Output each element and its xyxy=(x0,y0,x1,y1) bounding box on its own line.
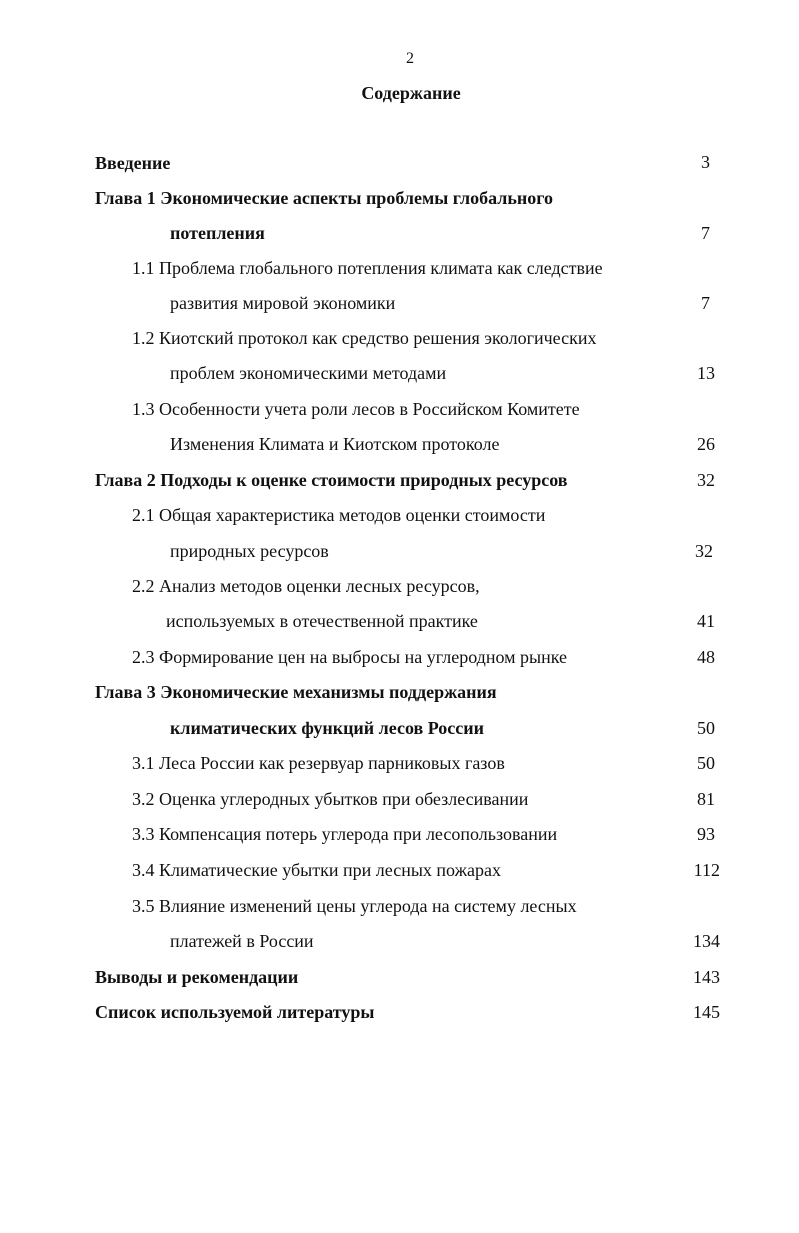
toc-entry-text: 2.2 Анализ методов оценки лесных ресурсов, xyxy=(132,576,480,596)
page-number: 2 xyxy=(406,50,414,67)
toc-entry-text: Глава 3 Экономические механизмы поддержания xyxy=(95,682,497,702)
toc-entry-page: 48 xyxy=(697,647,715,667)
toc-entry-page: 112 xyxy=(693,860,720,880)
toc-entry-page: 50 xyxy=(697,753,715,773)
toc-entry-text: Введение xyxy=(95,153,171,173)
page-title: Содержание xyxy=(361,83,461,103)
toc-entry-text-continued: Изменения Климата и Киотском протоколе xyxy=(170,434,500,454)
toc-entry-page: 81 xyxy=(697,789,715,809)
toc-entry-text: 1.1 Проблема глобального потепления климата как следствие xyxy=(132,258,603,278)
toc-entry-text: Глава 1 Экономические аспекты проблемы глобального xyxy=(95,188,554,208)
toc-entry-text-continued: используемых в отечественной практике xyxy=(166,611,478,631)
toc-entry-text: 3.5 Влияние изменений цены углерода на систему лесных xyxy=(132,896,577,916)
toc-entry-text: 3.1 Леса России как резервуар парниковых газов xyxy=(132,753,505,773)
toc-entry-page: 32 xyxy=(697,470,715,490)
toc-entry-page: 3 xyxy=(701,152,710,172)
toc-entry-text: 3.2 Оценка углеродных убытков при обезлесивании xyxy=(132,789,529,809)
toc-entry-page: 7 xyxy=(701,293,710,313)
toc-entry-text: 2.1 Общая характеристика методов оценки стоимости xyxy=(132,505,546,525)
toc-entry-page: 7 xyxy=(701,223,710,243)
toc-entry-text-continued: климатических функций лесов России xyxy=(170,718,485,738)
toc-entry-page: 145 xyxy=(693,1002,720,1022)
toc-entry-text-continued: проблем экономическими методами xyxy=(170,363,447,383)
toc-entry-text: 2.3 Формирование цен на выбросы на углеродном рынке xyxy=(132,647,568,667)
toc-entry-page: 13 xyxy=(697,363,715,383)
toc-entry-text-continued: природных ресурсов xyxy=(170,541,329,561)
toc-entry-text: Выводы и рекомендации xyxy=(95,967,299,987)
toc-entry-page: 143 xyxy=(693,967,720,987)
toc-entry-text: 1.2 Киотский протокол как средство решения экологических xyxy=(132,328,597,348)
toc-entry-text: 1.3 Особенности учета роли лесов в Российском Комитете xyxy=(132,399,580,419)
toc-entry-text-continued: потепления xyxy=(170,223,265,243)
toc-entry-text: 3.4 Климатические убытки при лесных пожарах xyxy=(132,860,502,880)
toc-entry-text-continued: платежей в России xyxy=(170,931,314,951)
toc-entry-page: 41 xyxy=(697,611,715,631)
toc-entry-text: 3.3 Компенсация потерь углерода при лесопользовании xyxy=(132,824,558,844)
toc-entry-page: 32 xyxy=(695,541,713,561)
toc-entry-page: 134 xyxy=(693,931,720,951)
toc-entry-text: Глава 2 Подходы к оценке стоимости природных ресурсов xyxy=(95,470,568,490)
toc-entry-text-continued: развития мировой экономики xyxy=(170,293,396,313)
toc-entry-page: 50 xyxy=(697,718,715,738)
toc-entry-text: Список используемой литературы xyxy=(95,1002,375,1022)
toc-entry-page: 93 xyxy=(697,824,715,844)
toc-entry-page: 26 xyxy=(697,434,715,454)
